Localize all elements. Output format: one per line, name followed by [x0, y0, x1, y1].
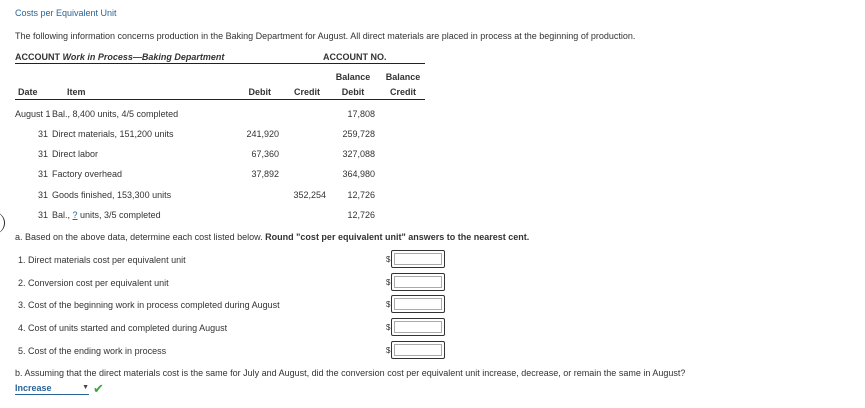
row-item: [52, 210, 161, 220]
row-credit: 352,254: [293, 190, 326, 200]
row-item-prefix: Bal.,: [52, 210, 73, 220]
row-item: Direct materials, 151,200 units: [52, 129, 174, 139]
row-balance-debit: 364,980: [342, 169, 375, 179]
row-balance-debit: 12,726: [347, 210, 375, 220]
header-date: Date: [18, 87, 38, 97]
row-date: 31: [37, 169, 48, 179]
account-name: Work in Process—Baking Department: [62, 52, 225, 62]
unknown-units-link[interactable]: ?: [72, 210, 78, 220]
part-a-lead: a. Based on the above data, determine each cost listed below.: [15, 232, 266, 242]
row-balance-debit: 17,808: [347, 109, 375, 119]
header-balance-credit-top: Balance: [385, 72, 421, 82]
row-date: 31: [37, 210, 48, 220]
row-item: Direct labor: [52, 149, 99, 159]
table-top-rule: [15, 63, 425, 64]
problem-intro: The following information concerns production in the Baking Department for August. All direct materials are placed in process at the beginning of production.: [15, 31, 636, 41]
question-4-label: 4. Cost of units started and completed during August: [18, 323, 228, 333]
dollar-sign: $: [386, 300, 391, 309]
answer-1-input[interactable]: [391, 250, 445, 268]
account-prefix: ACCOUNT: [15, 52, 63, 62]
question-5-label: 5. Cost of the ending work in process: [18, 346, 167, 356]
header-credit: Credit: [293, 87, 320, 97]
row-balance-debit: 12,726: [347, 190, 375, 200]
row-date: 31: [37, 129, 48, 139]
answer-5-input[interactable]: [391, 341, 445, 359]
row-balance-debit: 259,728: [342, 129, 375, 139]
dollar-sign: $: [386, 346, 391, 355]
change-direction-select[interactable]: [15, 383, 89, 395]
row-date: August 1: [15, 109, 51, 119]
row-item: Goods finished, 153,300 units: [52, 190, 172, 200]
answer-4-input[interactable]: [391, 318, 445, 336]
row-balance-debit: 327,088: [342, 149, 375, 159]
row-debit: 241,920: [246, 129, 279, 139]
question-1-label: 1. Direct materials cost per equivalent unit: [18, 255, 186, 265]
row-date: 31: [37, 149, 48, 159]
page-title: Costs per Equivalent Unit: [15, 8, 117, 18]
select-value: Increase: [15, 383, 52, 393]
question-3-label: 3. Cost of the beginning work in process completed during August: [18, 300, 280, 310]
part-b-question: b. Assuming that the direct materials cost is the same for July and August, did the conversion cost per equivalent unit increase, decrease, or remain the same in August?: [15, 368, 686, 378]
header-debit: Debit: [248, 87, 271, 97]
account-title: [15, 52, 224, 62]
row-item: Factory overhead: [52, 169, 123, 179]
dollar-sign: $: [386, 323, 391, 332]
row-item: Bal., 8,400 units, 4/5 completed: [52, 109, 179, 119]
row-debit: 67,360: [251, 149, 279, 159]
answer-3-input[interactable]: [391, 295, 445, 313]
table-header-rule: [15, 99, 425, 100]
row-date: 31: [37, 190, 48, 200]
answer-2-input[interactable]: [391, 273, 445, 291]
header-balance-debit-bottom: Debit: [341, 87, 365, 97]
dollar-sign: $: [386, 278, 391, 287]
row-debit: 37,892: [251, 169, 279, 179]
dollar-sign: $: [386, 255, 391, 264]
left-bracket-marker: [0, 212, 5, 234]
account-number-label: ACCOUNT NO.: [323, 52, 387, 62]
header-balance-debit-top: Balance: [335, 72, 371, 82]
correct-check-icon: ✔: [93, 381, 104, 396]
part-a-instructions: [15, 232, 529, 242]
question-2-label: 2. Conversion cost per equivalent unit: [18, 278, 169, 288]
chevron-down-icon: ▼: [82, 384, 89, 391]
row-item-suffix: units, 3/5 completed: [77, 210, 161, 220]
header-item: Item: [67, 87, 86, 97]
header-balance-credit-bottom: Credit: [389, 87, 416, 97]
part-a-rounding-note: Round "cost per equivalent unit" answers to the nearest cent.: [265, 232, 530, 242]
